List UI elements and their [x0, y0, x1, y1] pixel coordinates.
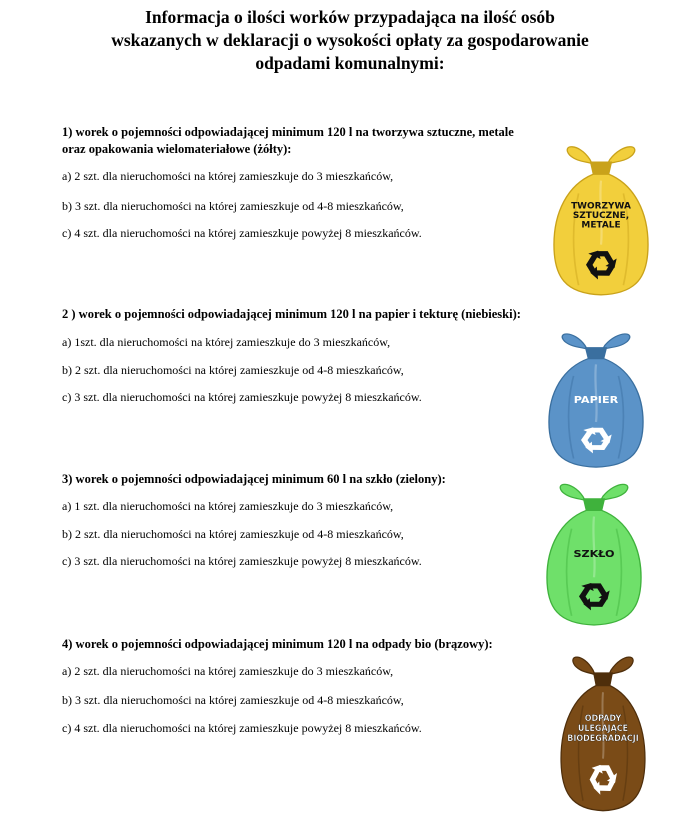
- heading-line-1: 4) worek o pojemności odpowiadającej minimum 120 l na odpady bio (brązowy):: [62, 637, 493, 651]
- heading-line-1: 3) worek o pojemności odpowiadającej minimum 60 l na szkło (zielony):: [62, 472, 446, 486]
- list-item: b) 2 szt. dla nieruchomości na której zamieszkuje od 4-8 mieszkańców,: [62, 363, 404, 377]
- bag-label: ODPADY: [584, 712, 622, 724]
- section-plastic: [62, 124, 602, 240]
- blue-bag: [540, 326, 652, 470]
- list-item: a) 2 szt. dla nieruchomości na której zamieszkuje do 3 mieszkańców,: [62, 169, 394, 183]
- section-heading: [62, 306, 602, 323]
- list-item: a) 1szt. dla nieruchomości na której zamieszkuje do 3 mieszkańców,: [62, 335, 391, 349]
- title-line-2: wskazanych w deklaracji o wysokości opłaty za gospodarowanie: [111, 30, 589, 50]
- yellow-bag: [545, 138, 657, 298]
- green-bag: [538, 476, 650, 628]
- bag-graphic: [553, 648, 653, 814]
- bag-label: PAPIER: [573, 394, 619, 406]
- bag-label: ULEGAJĄCE: [577, 722, 629, 734]
- title-line-3: odpadami komunalnymi:: [255, 53, 445, 73]
- bag-graphic: [540, 326, 652, 470]
- bag-label: SZTUCZNE,: [572, 211, 630, 221]
- section-paper: [62, 306, 602, 404]
- section-heading: [62, 636, 602, 653]
- list-item: b) 3 szt. dla nieruchomości na której zamieszkuje od 4-8 mieszkańców,: [62, 693, 404, 707]
- section-glass: [62, 471, 602, 568]
- section-heading: [62, 471, 602, 488]
- bag-graphic: [538, 476, 650, 628]
- bag-graphic: [545, 138, 657, 298]
- document-title: [40, 6, 660, 75]
- heading-line-1: 1) worek o pojemności odpowiadającej minimum 120 l na tworzywa sztuczne, metale: [62, 125, 514, 139]
- list-item: c) 3 szt. dla nieruchomości na której zamieszkuje powyżej 8 mieszkańców.: [62, 554, 422, 568]
- list-item: c) 3 szt. dla nieruchomości na której zamieszkuje powyżej 8 mieszkańców.: [62, 390, 422, 404]
- section-bio: [62, 636, 602, 735]
- list-item: c) 4 szt. dla nieruchomości na której zamieszkuje powyżej 8 mieszkańców.: [62, 226, 422, 240]
- bag-label: SZKŁO: [573, 547, 615, 560]
- list-item: c) 4 szt. dla nieruchomości na której zamieszkuje powyżej 8 mieszkańców.: [62, 721, 422, 735]
- brown-bag: [553, 648, 653, 814]
- list-item: a) 2 szt. dla nieruchomości na której zamieszkuje do 3 mieszkańców,: [62, 664, 394, 678]
- bag-label: BIODEGRADACJI: [567, 732, 639, 744]
- bag-label: TWORZYWA: [571, 201, 631, 212]
- heading-line-1: 2 ) worek o pojemności odpowiadającej minimum 120 l na papier i tekturę (niebieski):: [62, 307, 521, 321]
- section-heading: [62, 124, 602, 158]
- title-line-1: Informacja o ilości worków przypadająca na ilość osób: [145, 7, 555, 27]
- bag-label: METALE: [581, 220, 621, 231]
- list-item: a) 1 szt. dla nieruchomości na której zamieszkuje do 3 mieszkańców,: [62, 499, 394, 513]
- heading-line-2: oraz opakowania wielomateriałowe (żółty):: [62, 142, 292, 156]
- list-item: b) 3 szt. dla nieruchomości na której zamieszkuje od 4-8 mieszkańców,: [62, 199, 404, 213]
- list-item: b) 2 szt. dla nieruchomości na której zamieszkuje od 4-8 mieszkańców,: [62, 527, 404, 541]
